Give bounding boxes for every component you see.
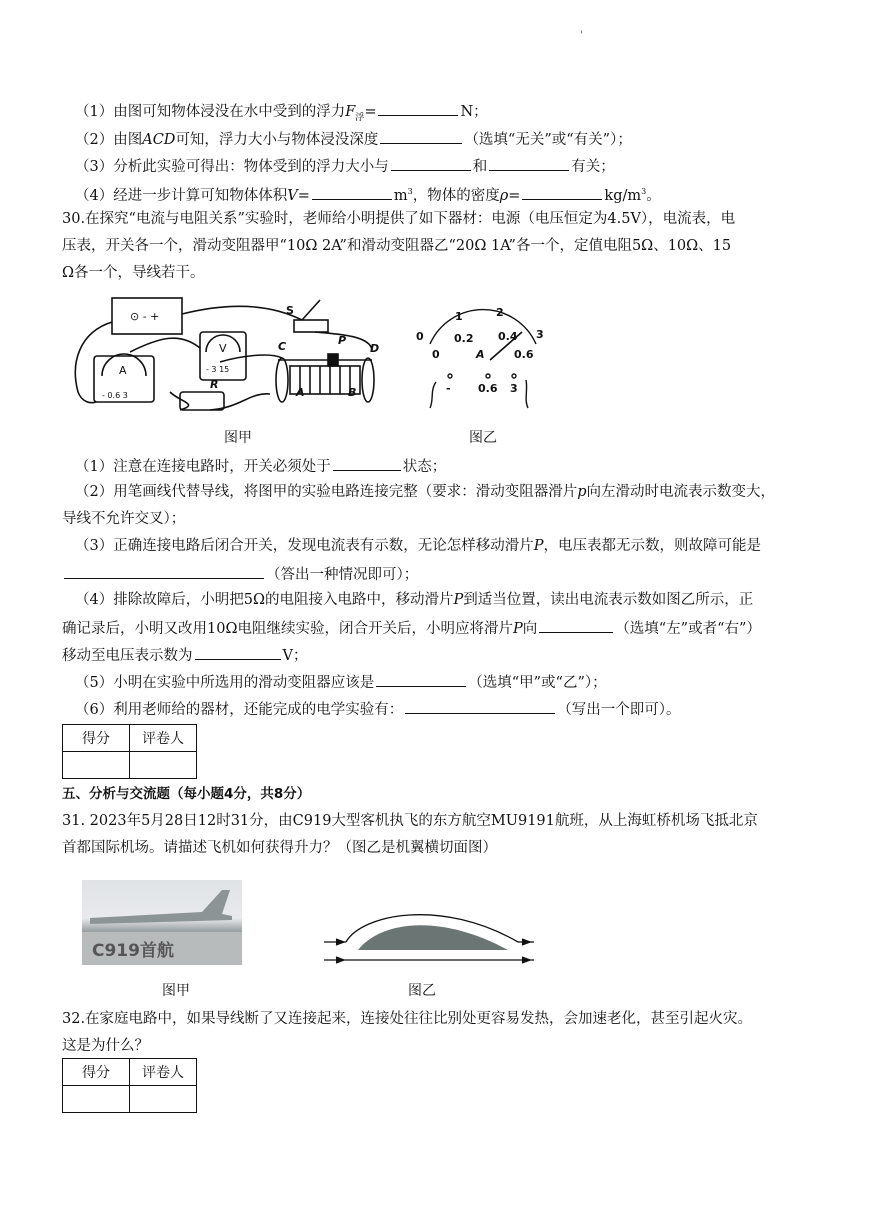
figure-acd: ACD: [142, 132, 176, 148]
q30-part6-text: （6）利用老师给的器材，还能完成的电学实验有：: [75, 702, 404, 718]
svg-text:⊙ - +: ⊙ - +: [130, 310, 160, 323]
q30-part6-hint: （写出一个即可）。: [557, 702, 681, 718]
voltmeter-label: V: [219, 342, 227, 355]
terminal-c: C: [278, 340, 287, 353]
answer-blank[interactable]: [391, 155, 471, 171]
meter-unit-a: A: [476, 348, 485, 361]
q30-intro-line2: 压表，开关各一个，滑动变阻器甲“10Ω 2A”和滑动变阻器乙“20Ω 1A”各一个，定值电阻5Ω、10Ω、15: [62, 238, 732, 254]
var-p: P: [512, 621, 523, 637]
caption-airfoil-yi: 图乙: [408, 983, 436, 999]
q29-part2-text2: 可知，浮力大小与物体浸没深度: [175, 132, 379, 148]
period: 。: [646, 187, 661, 204]
var-p: P: [453, 592, 464, 608]
q30-part3-hint: （答出一种情况即可）；: [266, 567, 419, 583]
sup-3: 3: [641, 187, 647, 196]
score-header: 得分: [63, 725, 130, 752]
q30-part5: [75, 671, 607, 693]
grader-header: 评卷人: [130, 725, 197, 752]
scale-top-0: 0: [416, 330, 424, 343]
circuit-figure: [70, 292, 400, 417]
q30-part3-text: （3）正确连接电路后闭合开关，发现电流表有示数，无论怎样移动滑片: [75, 538, 534, 554]
q29-part3-text: （3）分析此实验可得出：物体受到的浮力大小与: [75, 159, 389, 175]
var-rho: ρ: [499, 187, 509, 204]
terminal-minus: -: [446, 382, 451, 395]
terminal-d: D: [370, 342, 380, 355]
sub-fu: 浮: [355, 112, 365, 123]
q30-part4-text2: 到适当位置，读出电流表示数如图乙所示，正: [463, 592, 754, 608]
score-header: 得分: [63, 1059, 130, 1086]
var-f: F: [345, 104, 356, 120]
unit-n: N；: [460, 104, 488, 120]
q29-part4: [75, 182, 661, 206]
q30-intro-line1: 30.在探究“电流与电阻关系”实验时，老师给小明提供了如下器材：电源（电压恒定为4.5V），电流表，电: [62, 211, 736, 227]
sup-3: 3: [407, 187, 413, 196]
q29-part2-hint: （选填“无关”或“有关”）；: [464, 132, 632, 148]
q30-intro-line3: Ω各一个，导线若干。: [62, 265, 205, 281]
score-cell[interactable]: [63, 752, 130, 779]
wing-section: [358, 925, 508, 950]
q30-part6: [75, 698, 680, 720]
scale-bot-2: 0.4: [498, 330, 518, 343]
q30-part2-cont: 导线不允许交叉）；: [62, 511, 186, 527]
var-p: P: [533, 538, 544, 554]
q30-part4-line3: [62, 644, 307, 666]
q30-part4-hint: （选填“左”或者“右”）: [615, 621, 761, 637]
score-table: [62, 724, 197, 779]
terminal-b: B: [348, 386, 357, 399]
airfoil-figure: [322, 900, 537, 972]
q30-part2-text2: 向左滑动时电流表示数变大，: [586, 484, 776, 500]
q30-part2-text: （2）用笔画线代替导线，将图甲的实验电路连接完整（要求：滑动变阻器滑片: [75, 484, 578, 500]
q32-line1: 32.在家庭电路中，如果导线断了又连接起来，连接处往往比别处更容易发热，会加速老化，甚至引起火灾。: [62, 1011, 753, 1027]
answer-blank[interactable]: [522, 184, 602, 200]
q30-part2: [75, 482, 775, 502]
caption-fig-jia: 图甲: [224, 430, 252, 446]
answer-blank[interactable]: [312, 184, 392, 200]
unit-v: V；: [282, 648, 308, 664]
ammeter-label: A: [119, 364, 127, 377]
conj-he: 和: [472, 159, 488, 175]
unit-kgm: kg/m: [604, 187, 642, 204]
q29-part4-text: （4）经进一步计算可知物体体积: [75, 187, 288, 204]
q29-part1-text: （1）由图可知物体浸没在水中受到的浮力: [75, 104, 346, 120]
q30-part4-line2: [62, 617, 761, 639]
scale-top-3: 3: [536, 328, 544, 341]
q30-part3: [75, 536, 761, 556]
q30-part5-text: （5）小明在实验中所选用的滑动变阻器应该是: [75, 675, 375, 691]
q29-part2: [75, 128, 632, 150]
q30-part4-text: （4）排除故障后，小明把5Ω的电阻接入电路中，移动滑片: [75, 592, 454, 608]
page-mark: ': [580, 30, 583, 41]
q30-part4: [75, 590, 753, 610]
q30-part3-text2: ，电压表都无示数，则故障可能是: [543, 538, 761, 554]
var-p: p: [577, 484, 587, 500]
answer-blank[interactable]: [376, 671, 466, 687]
answer-blank[interactable]: [195, 644, 281, 660]
answer-blank[interactable]: [64, 563, 264, 579]
q29-part3-end: 有关；: [571, 159, 615, 175]
eq-sign: =: [508, 187, 521, 204]
q30-part1-end: 状态；: [402, 459, 447, 475]
q29-part1: [75, 100, 488, 128]
scale-bot-1: 0.2: [454, 332, 474, 345]
var-v: V: [287, 187, 298, 204]
q32-line2: 这是为什么？: [62, 1038, 149, 1054]
grader-header: 评卷人: [130, 1059, 197, 1086]
q29-part3: [75, 155, 615, 177]
score-table: [62, 1058, 197, 1113]
answer-blank[interactable]: [539, 617, 613, 633]
resistor-label: R: [210, 378, 219, 391]
q31-line2: 首都国际机场。请描述飞机如何获得升力？（图乙是机翼横切面图）: [62, 840, 497, 856]
c919-photo: [82, 880, 242, 965]
caption-photo-jia: 图甲: [162, 983, 190, 999]
terminal-a: A: [296, 386, 305, 399]
answer-blank[interactable]: [405, 698, 555, 714]
scale-top-2: 2: [496, 306, 504, 319]
ammeter-terminals: - 0.6 3: [102, 391, 128, 400]
q31-line1: 31. 2023年5月28日12时31分，由C919大型客机执飞的东方航空MU9191航班，从上海虹桥机场飞抵北京: [62, 813, 758, 829]
q29-part2-text: （2）由图: [75, 132, 143, 148]
ammeter-dial-figure: [410, 300, 550, 412]
q30-part4-dir: 向: [522, 621, 538, 637]
section5-heading: 五、分析与交流题（每小题4分，共8分）: [62, 786, 311, 802]
q30-part3-cont: [62, 563, 418, 585]
terminal-3: 3: [510, 382, 518, 395]
photo-sign-text: C919首航: [92, 941, 174, 961]
scale-top-1: 1: [455, 310, 463, 323]
grader-cell[interactable]: [130, 752, 197, 779]
answer-blank[interactable]: [489, 155, 569, 171]
q30-part1: [75, 455, 446, 477]
answer-blank[interactable]: [378, 100, 458, 116]
score-cell[interactable]: [63, 1086, 130, 1113]
q30-part1-text: （1）注意在连接电路时，开关必须处于: [75, 459, 331, 475]
answer-blank[interactable]: [333, 455, 401, 471]
plane-silhouette: [82, 880, 242, 965]
eq-sign: =: [297, 187, 310, 204]
caption-fig-yi: 图乙: [469, 430, 497, 446]
terminal-06: 0.6: [478, 382, 498, 395]
slider-p: P: [338, 334, 347, 347]
scale-bot-3: 0.6: [514, 348, 534, 361]
q29-part4-text2: ，物体的密度: [412, 187, 500, 204]
q30-part4-text3: 确记录后，小明又改用10Ω电阻继续实验，闭合开关后，小明应将滑片: [62, 621, 513, 637]
q30-part5-hint: （选填“甲”或“乙”）；: [468, 675, 607, 691]
voltmeter-terminals: - 3 15: [206, 365, 230, 374]
unit-m: m: [393, 187, 408, 204]
eq-sign: =: [364, 104, 377, 120]
q30-part4-text4: 移动至电压表示数为: [62, 648, 193, 664]
scale-bot-0: 0: [432, 348, 440, 361]
answer-blank[interactable]: [380, 128, 462, 144]
switch-label: S: [286, 304, 294, 317]
grader-cell[interactable]: [130, 1086, 197, 1113]
